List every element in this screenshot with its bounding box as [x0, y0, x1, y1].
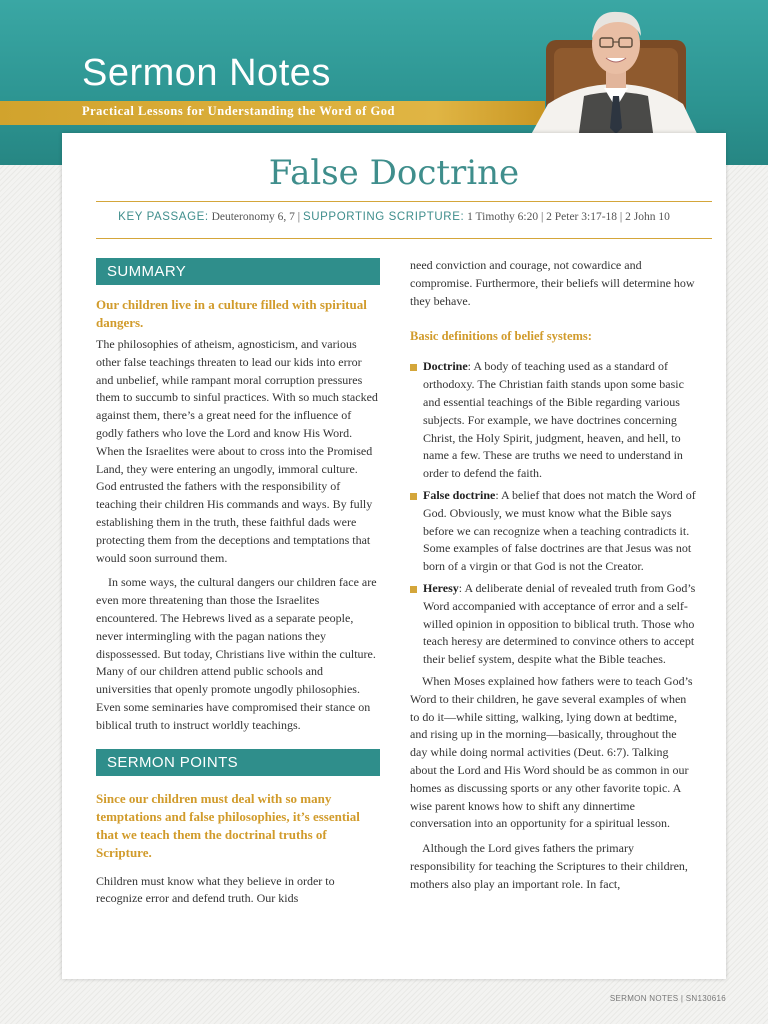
- sermon-points-lead: Since our children must deal with so many temptations and false philosophies, it’s essential that we teach them the doctrinal truths of Scripture.: [96, 790, 360, 860]
- title-rule-top: [96, 201, 712, 202]
- right-paragraph-2: Although the Lord gives fathers the primary responsibility for teaching the Scriptures to their children, mothers also play an important role. In fact,: [410, 841, 688, 891]
- key-passage-line: [62, 211, 726, 223]
- definition-text: : A body of teaching used as a standard of orthodoxy. The Christian faith stands upon some basic and essential teachings of the Bible regarding various subjects. For example, we have doctrines concerning Christ, the Holy Spirit, judgment, heaven, and hell, to name a few. These are truths we need to understand in order to defend the faith.: [423, 359, 684, 481]
- right-paragraph-1: When Moses explained how fathers were to teach God’s Word to their children, he gave several examples of when to do it—while sitting, walking, lying down at bedtime, and rising up in the morning—basically, throughout the day while doing normal activities (Deut. 6:7). Talking about the Lord and His Word should be as common in our homes as discussing sports or any other favorite topic. A wise parent knows how to shift any dinnertime conversation into an opportunity for a spiritual lesson.: [410, 673, 693, 831]
- bullet-square-icon: [410, 364, 417, 371]
- sermon-points-heading: SERMON POINTS: [96, 749, 380, 776]
- footer-label: SERMON NOTES | SN130616: [609, 994, 726, 1003]
- summary-paragraph-1: The philosophies of atheism, agnosticism, and various other false teachings threaten to lead our kids into error and unbelief, while rampant moral corruption pressures them to succumb to sinful practices. With so much stacked against them, there’s a great need for the influence of godly fathers who love the Lord and know His Word. When the Israelites were about to cross into the Promised Land, they were entering an ungodly, immoral culture. God entrusted the fathers with the responsibility of teaching their children His commands and ways. By fully establishing them in the truth, these faithful dads were protecting them from the deceptions and temptations that would soon surround them.: [96, 337, 378, 565]
- bullet-square-icon: [410, 586, 417, 593]
- header-tagline: Practical Lessons for Understanding the Word of God: [82, 104, 395, 118]
- definition-item: [410, 580, 696, 669]
- supporting-scripture-value: 1 Timothy 6:20 | 2 Peter 3:17-18 | 2 John 10: [467, 211, 670, 223]
- definition-term: False doctrine: [423, 487, 496, 502]
- key-passage-value: Deuteronomy 6, 7 |: [211, 211, 301, 223]
- definition-text: : A deliberate denial of revealed truth from God’s Word accompanied with acceptance of error and a self-willed opinion in opposition to biblical truth. Those who teach heresy are determined to convince others to accept their belief system, despite what the Bible teaches.: [423, 580, 696, 667]
- bullet-square-icon: [410, 493, 417, 500]
- supporting-scripture-label: SUPPORTING SCRIPTURE:: [302, 211, 465, 223]
- summary-paragraph-2: In some ways, the cultural dangers our children face are even more threatening than those the Israelites encountered. The Hebrews lived as a separate people, never intermingling with the pagan nations they dispossessed. But today, Christians live within the culture. Many of our children attend public schools and universities that openly promote ungodly philosophies. Even some seminaries have compromised their stance on biblical truth to instruct worldly teachings.: [96, 575, 377, 732]
- summary-lead: Our children live in a culture filled with spiritual dangers.: [96, 297, 367, 330]
- definition-term: Heresy: [423, 580, 459, 595]
- continued-paragraph: need conviction and courage, not cowardice and compromise. Furthermore, their beliefs will determine how they behave.: [410, 258, 695, 308]
- definition-item: [410, 358, 696, 483]
- definitions-heading: Basic definitions of belief systems:: [410, 329, 592, 344]
- title-rule-bottom: [96, 238, 712, 239]
- header-title: Sermon Notes: [82, 52, 331, 94]
- summary-heading: SUMMARY: [96, 258, 380, 285]
- definition-term: Doctrine: [423, 359, 468, 374]
- left-column: [96, 258, 380, 908]
- right-column: [410, 257, 696, 894]
- sermon-points-paragraph-1: Children must know what they believe in order to recognize error and defend truth. Our kids: [96, 873, 335, 906]
- speaker-portrait: [528, 0, 703, 140]
- definition-text: : A belief that does not match the Word of God. Obviously, we must know what the Bible says before we can recognize when a teaching contradicts it. Some examples of false doctrines are that Jesus was not born of a virgin or that God is not the Creator.: [423, 487, 696, 574]
- definition-item: [410, 487, 696, 576]
- document-title: False Doctrine: [268, 153, 520, 193]
- key-passage-label: KEY PASSAGE:: [118, 211, 209, 223]
